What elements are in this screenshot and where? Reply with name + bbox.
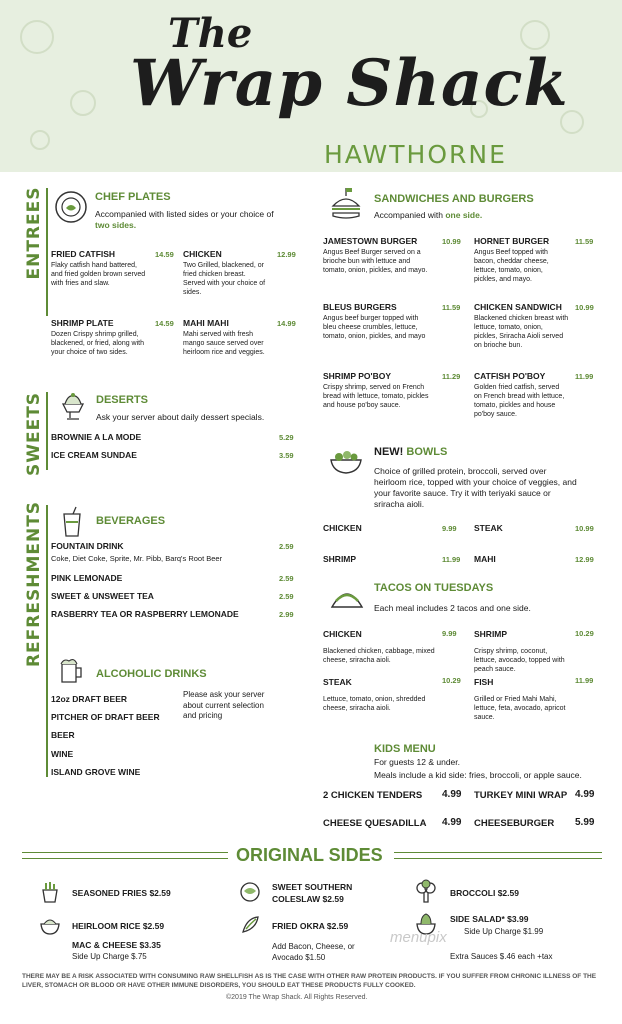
- tacos-desc: Each meal includes 2 tacos and one side.: [374, 603, 531, 613]
- side-note: Side Up Charge $.75: [72, 952, 147, 961]
- beer-mug-icon: [56, 656, 88, 686]
- menu-item-name: STEAK: [474, 523, 503, 533]
- divider: [394, 858, 602, 859]
- menu-item-price: 10.29: [575, 629, 594, 638]
- side-note: Side Up Charge $1.99: [464, 927, 544, 936]
- kids-desc-1: For guests 12 & under.: [374, 757, 460, 767]
- side-item: COLESLAW $2.59: [272, 894, 344, 904]
- menu-item-price: 5.29: [279, 433, 294, 442]
- menu-item-name: BLEUS BURGERS: [323, 302, 397, 312]
- kids-desc-2: Meals include a kid side: fries, broccoli, or apple sauce.: [374, 770, 582, 780]
- chef-plates-desc: Accompanied with listed sides or your choice of: [95, 209, 274, 219]
- menu-item-price: 9.99: [442, 629, 457, 638]
- burger-icon: [328, 186, 364, 222]
- menu-item-price: 11.29: [442, 372, 461, 381]
- menu-item-price: 12.99: [277, 250, 296, 259]
- menu-item-price: 10.29: [442, 676, 461, 685]
- addons-note: Add Bacon, Cheese, or Avocado $1.50: [272, 942, 355, 962]
- menu-item-price: 11.99: [442, 555, 461, 564]
- menu-item-desc: Angus Beef topped with bacon, cheddar cheese, lettuce, tomato, onion, pickles, and mayo.: [474, 249, 549, 283]
- menu-item-price: 4.99: [442, 817, 462, 828]
- menu-item-name: ICE CREAM SUNDAE: [51, 450, 137, 460]
- fries-icon: [38, 880, 62, 904]
- menu-item-name: FOUNTAIN DRINK: [51, 541, 124, 551]
- alcoholic-drinks-title: ALCOHOLIC DRINKS: [96, 668, 207, 680]
- sandwiches-desc: Accompanied with one side.: [374, 210, 483, 220]
- menu-item-desc: Blackened chicken breast with lettuce, tomato, onion, pickles, Sriracha Aioli served on brioche bun.: [474, 315, 569, 349]
- menu-item-desc: Two Grilled, blackened, or fried chicken breast. Served with your choice of sides.: [183, 262, 266, 296]
- menu-item-desc: Crispy shrimp, coconut, lettuce, avocado, topped with peach sauce.: [474, 648, 565, 673]
- menu-item-name: SHRIMP PO'BOY: [323, 371, 391, 381]
- menu-item-name: CHICKEN: [183, 249, 222, 259]
- menu-item-name: TURKEY MINI WRAP: [474, 790, 568, 801]
- menu-item-name: BEER: [51, 730, 75, 740]
- sweets-bar: [46, 392, 48, 470]
- copyright: ©2019 The Wrap Shack. All Rights Reserved.: [226, 994, 368, 1001]
- side-item: SEASONED FRIES $2.59: [72, 888, 171, 898]
- menu-item-price: 2.59: [279, 592, 294, 601]
- menu-item-name: CHICKEN SANDWICH: [474, 302, 562, 312]
- menu-item-name: SHRIMP: [323, 554, 357, 564]
- original-sides-title: ORIGINAL SIDES: [236, 845, 383, 865]
- menu-item-desc: Dozen Crispy shrimp grilled, blackened, or fried, along with your choice of two sides.: [51, 331, 144, 356]
- menu-item-price: 10.99: [575, 303, 594, 312]
- menu-item-price: 4.99: [442, 789, 462, 800]
- menu-item-name: CATFISH PO'BOY: [474, 371, 546, 381]
- menu-item-name: FRIED CATFISH: [51, 249, 116, 259]
- logo-title: Wrap Shack: [130, 46, 569, 121]
- menu-item-name: SHRIMP PLATE: [51, 318, 114, 328]
- menu-item-desc: Coke, Diet Coke, Sprite, Mr. Pibb, Barq's Root Beer: [51, 554, 223, 563]
- side-item: HEIRLOOM RICE $2.59: [72, 921, 165, 931]
- menu-item-price: 11.59: [442, 303, 461, 312]
- refreshments-bar: [46, 505, 48, 777]
- menu-item-name: PITCHER OF DRAFT BEER: [51, 712, 160, 722]
- menu-item-price: 10.99: [575, 524, 594, 533]
- menu-item-name: SHRIMP: [474, 629, 508, 639]
- menu-item-name: CHICKEN: [323, 523, 362, 533]
- menu-item-price: 4.99: [575, 789, 595, 800]
- health-warning: THERE MAY BE A RISK ASSOCIATED WITH CONSUMING RAW SHELLFISH AS IS THE CASE WITH OTHER RAW PROTEIN PRODUCTS. IF YOU SUFFER FROM CHRONIC ILLNESS OF THE LIVER, STOMACH OR BLOOD OR HAVE OTHER IMMUNE DISORDERS, YOU SHOULD EAT THESE PRODUCTS FULLY COOKED.: [22, 973, 597, 989]
- kids-menu-title: KIDS MENU: [374, 743, 436, 755]
- bowls-title: NEW! BOWLS: [374, 446, 448, 458]
- bowls-desc: Choice of grilled protein, broccoli, served over heirloom rice, topped with your choice of veggies, and your favorite sauce. Try it with teriyaki sauce or sriracha aioli.: [374, 466, 577, 509]
- menu-item-price: 2.99: [279, 610, 294, 619]
- extra-sauces-note: Extra Sauces $.46 each +tax: [450, 952, 553, 961]
- menu-item-name: WINE: [51, 749, 74, 759]
- menu-item-price: 14.99: [277, 319, 296, 328]
- side-item: BROCCOLI $2.59: [450, 888, 519, 898]
- menu-item-desc: Crispy shrimp, served on French bread with lettuce, tomato, pickles and house po'boy sauce.: [323, 384, 429, 409]
- location-title: HAWTHORNE: [324, 140, 507, 169]
- side-item: MAC & CHEESE $3.35: [72, 940, 161, 950]
- menu-item-name: MAHI MAHI: [183, 318, 229, 328]
- sundae-icon: [58, 390, 88, 422]
- menu-item-desc: Golden fried catfish, served on French bread with lettuce, tomato, pickles and house po'boy sauce.: [474, 384, 565, 418]
- menu-item-desc: Grilled or Fried Mahi Mahi, lettuce, feta, avocado, apricot sauce.: [474, 696, 566, 721]
- logo-the: The: [168, 10, 253, 57]
- header-banner: [0, 0, 622, 172]
- deserts-title: DESERTS: [96, 394, 148, 406]
- menu-item-price: 2.59: [279, 574, 294, 583]
- menu-item-price: 2.59: [279, 542, 294, 551]
- menu-item-name: CHEESEBURGER: [474, 818, 555, 829]
- menu-item-price: 11.59: [575, 237, 594, 246]
- menu-item-desc: Flaky catfish hand battered, and fried golden brown served with fries and slaw.: [51, 262, 146, 287]
- menu-item-price: 11.99: [575, 676, 594, 685]
- menu-item-name: BROWNIE A LA MODE: [51, 432, 142, 442]
- menu-item-price: 14.59: [155, 319, 174, 328]
- menu-item-price: 3.59: [279, 451, 294, 460]
- menu-item-name: 2 CHICKEN TENDERS: [323, 790, 423, 801]
- menu-item-name: PINK LEMONADE: [51, 573, 123, 583]
- menu-item-desc: Angus beef burger topped with bleu cheese crumbles, lettuce, tomato, onion, pickles, and mayo: [323, 315, 426, 340]
- divider: [22, 858, 228, 859]
- menu-item-name: SWEET & UNSWEET TEA: [51, 591, 154, 601]
- side-item: SWEET SOUTHERN: [272, 882, 353, 892]
- plate-icon: [54, 190, 88, 224]
- coleslaw-icon: [238, 880, 262, 904]
- rice-bowl-icon: [38, 913, 62, 937]
- menu-item-desc: Lettuce, tomato, onion, shredded cheese, sriracha aioli.: [323, 696, 426, 712]
- entrees-label: ENTREES: [24, 186, 44, 280]
- side-item: SIDE SALAD* $3.99: [450, 914, 529, 924]
- divider: [394, 852, 602, 853]
- beverages-title: BEVERAGES: [96, 515, 166, 527]
- menu-item-price: 5.99: [575, 817, 595, 828]
- sandwiches-title: SANDWICHES AND BURGERS: [374, 193, 534, 205]
- menu-item-name: 12oz DRAFT BEER: [51, 694, 128, 704]
- deserts-desc: Ask your server about daily dessert specials.: [96, 412, 265, 422]
- menu-item-price: 11.99: [575, 372, 594, 381]
- menu-item-desc: Angus Beef Burger served on a brioche bun with lettuce and tomato, onion, pickles, and mayo.: [323, 249, 428, 274]
- alcohol-note: Please ask your server about current selection and pricing: [183, 690, 265, 720]
- drink-cup-icon: [60, 506, 84, 538]
- side-item: FRIED OKRA $2.59: [272, 921, 349, 931]
- menu-item-name: JAMESTOWN BURGER: [323, 236, 418, 246]
- menu-item-name: MAHI: [474, 554, 496, 564]
- refreshments-label: REFRESHMENTS: [24, 500, 44, 668]
- okra-icon: [238, 913, 262, 937]
- chef-plates-desc-green: two sides.: [95, 220, 137, 230]
- chef-plates-title: CHEF PLATES: [95, 191, 171, 203]
- tacos-title: TACOS ON TUESDAYS: [374, 582, 494, 594]
- menu-item-price: 14.59: [155, 250, 174, 259]
- bowl-icon: [328, 448, 364, 476]
- watermark: menupix: [390, 929, 447, 946]
- menu-item-price: 12.99: [575, 555, 594, 564]
- entrees-bar: [46, 188, 48, 316]
- taco-icon: [329, 587, 365, 611]
- menu-item-name: STEAK: [323, 677, 352, 687]
- menu-item-price: 9.99: [442, 524, 457, 533]
- menu-item-name: RASBERRY TEA OR RASPBERRY LEMONADE: [51, 609, 239, 619]
- broccoli-icon: [414, 879, 438, 905]
- sweets-label: SWEETS: [24, 391, 44, 477]
- menu-item-name: CHICKEN: [323, 629, 362, 639]
- menu-item-name: FISH: [474, 677, 494, 687]
- menu-item-price: 10.99: [442, 237, 461, 246]
- menu-item-name: ISLAND GROVE WINE: [51, 767, 141, 777]
- divider: [22, 852, 228, 853]
- menu-item-desc: Mahi served with fresh mango sauce served over heirloom rice and veggies.: [183, 331, 265, 356]
- menu-item-name: HORNET BURGER: [474, 236, 550, 246]
- menu-item-desc: Blackened chicken, cabbage, mixed cheese, sriracha aioli.: [323, 648, 435, 664]
- menu-item-name: CHEESE QUESADILLA: [323, 818, 427, 829]
